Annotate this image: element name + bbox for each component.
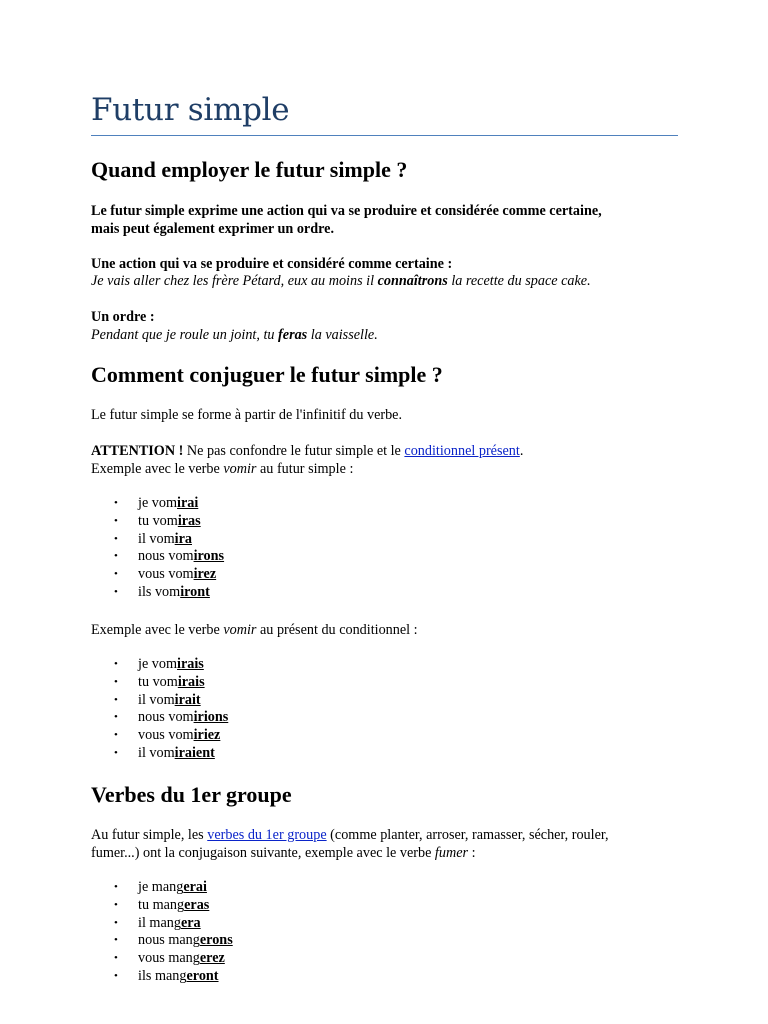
case-certain-example: Je vais aller chez les frère Pétard, eux au moins il connaîtrons la recette du space cake.: [91, 273, 591, 289]
case-order-label: Un ordre :: [91, 309, 155, 325]
case-certain-label: Une action qui va se produire et considéré comme certaine :: [91, 256, 453, 272]
list-item: • je mangerai: [114, 879, 207, 895]
intro-line-1: Le futur simple exprime une action qui va se produire et considérée comme certaine,: [91, 203, 602, 219]
conditionnel-conjugation-list: [91, 656, 228, 763]
list-item: • nous mangerons: [114, 932, 233, 949]
example-conditionnel-intro: Exemple avec le verbe vomir au présent du conditionnel :: [91, 622, 418, 638]
example-futur-intro: Exemple avec le verbe vomir au futur simple :: [91, 461, 354, 477]
list-item: • ils vomiront: [114, 583, 210, 600]
list-item: • nous vomirions: [114, 709, 229, 726]
heading-how-to-conjugate: Comment conjuguer le futur simple ?: [91, 362, 443, 387]
list-item: • tu vomirais: [114, 673, 205, 690]
list-item: • tu mangeras: [114, 896, 210, 913]
list-item: • tu vomiras: [114, 512, 201, 529]
title-divider: [91, 135, 678, 136]
conditionnel-present-link[interactable]: conditionnel présent: [404, 443, 520, 459]
formation-text: Le futur simple se forme à partir de l'infinitif du verbe.: [91, 407, 403, 423]
list-item: • il vomirait: [114, 691, 201, 708]
list-item: • je vomirais: [114, 656, 204, 672]
list-item: • nous vomirons: [114, 548, 225, 565]
intro-line-2: mais peut également exprimer un ordre.: [91, 221, 334, 237]
list-item: • il vomiraient: [114, 744, 215, 761]
heading-when-to-use: Quand employer le futur simple ?: [91, 157, 408, 182]
case-order-example: Pendant que je roule un joint, tu feras la vaisselle.: [91, 327, 378, 343]
page-title: Futur simple: [91, 92, 290, 128]
list-item: • je vomirai: [114, 495, 199, 511]
verbes-1er-groupe-link[interactable]: verbes du 1er groupe: [207, 827, 327, 843]
first-group-line-1: Au futur simple, les verbes du 1er groupe (comme planter, arroser, ramasser, sécher, rouler,: [91, 827, 609, 843]
list-item: • il vomira: [114, 530, 192, 547]
list-item: • vous vomirez: [114, 566, 217, 583]
first-group-conjugation-list: [91, 879, 233, 986]
list-item: • vous vomiriez: [114, 727, 221, 744]
list-item: • vous mangerez: [114, 950, 225, 967]
heading-first-group: Verbes du 1er groupe: [91, 782, 292, 807]
futur-conjugation-list: [91, 495, 224, 602]
list-item: • ils mangeront: [114, 967, 219, 984]
list-item: • il mangera: [114, 914, 201, 931]
first-group-line-2: fumer...) ont la conjugaison suivante, exemple avec le verbe fumer :: [91, 845, 476, 861]
attention-line: ATTENTION ! Ne pas confondre le futur simple et le conditionnel présent.: [91, 443, 524, 459]
